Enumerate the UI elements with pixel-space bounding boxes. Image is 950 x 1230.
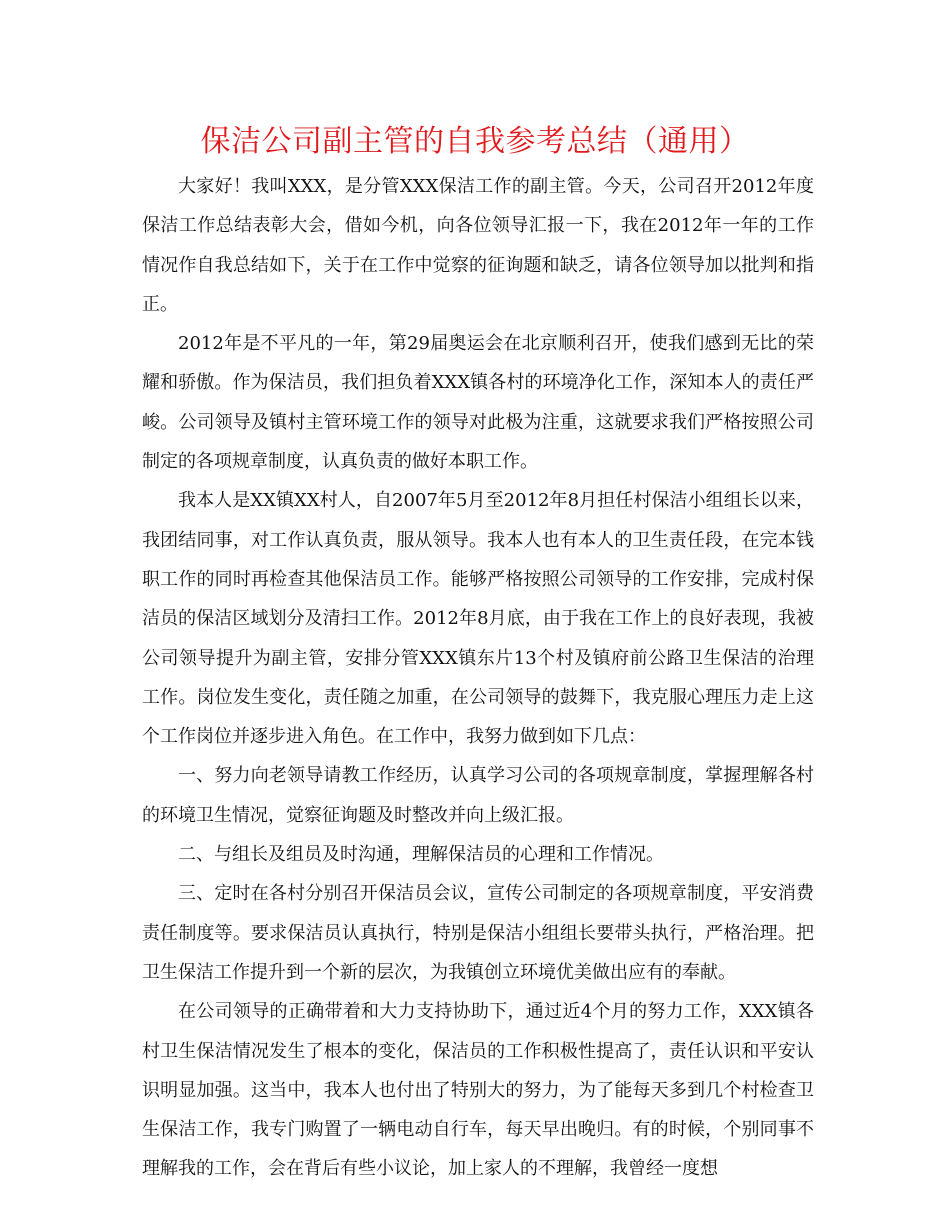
paragraph-personal-history: 我本人是XX镇XX村人，自2007年5月至2012年8月担任村保洁小组组长以来，我团结同事，对工作认真负责，服从领导。我本人也有本人的卫生责任段，在完本钱职工作的同时再检查其他保洁员工作。能够严格按照公司领导的工作安排，完成村保洁员的保洁区域划分及清扫工作。2012年8月底，由于我在工作上的良好表现，我被公司领导提升为副主管，安排分管XXX镇东片13个村及镇府前公路卫生保洁的治理工作。岗位发生变化，责任随之加重，在公司领导的鼓舞下，我克服心理压力走上这个工作岗位并逐步进入角色。在工作中，我努力做到如下几点： (142, 490, 814, 748)
paragraph-2012-background: 2012年是不平凡的一年，第29届奥运会在北京顺利召开，使我们感到无比的荣耀和骄傲。作为保洁员，我们担负着XXX镇各村的环境净化工作，深知本人的责任严峻。公司领导及镇村主管环境工作的领导对此极为注重，这就要求我们严格按照公司制定的各项规章制度，认真负责的做好本职工作。 (142, 333, 814, 473)
paragraph-point-one: 一、努力向老领导请教工作经历，认真学习公司的各项规章制度，掌握理解各村的环境卫生情况，觉察征询题及时整改并向上级汇报。 (142, 765, 814, 826)
paragraph-point-three: 三、定时在各村分别召开保洁员会议，宣传公司制定的各项规章制度，平安消费责任制度等。要求保洁员认真执行，特别是保洁小组组长要带头执行，严格治理。把卫生保洁工作提升到一个新的层次，为我镇创立环境优美做出应有的奉献。 (142, 883, 814, 983)
paragraph-point-two: 二、与组长及组员及时沟通，理解保洁员的心理和工作情况。 (178, 844, 664, 866)
document-title: 保洁公司副主管的自我参考总结（通用） (200, 124, 750, 159)
paragraph-results: 在公司领导的正确带着和大力支持协助下，通过近4个月的努力工作，XXX镇各村卫生保洁情况发生了根本的变化，保洁员的工作积极性提高了，责任认识和平安认识明显加强。这当中，我本人也付出了特别大的努力，为了能每天多到几个村检查卫生保洁工作，我专门购置了一辆电动自行车，每天早出晚归。有的时候，个别同事不理解我的工作，会在背后有些小议论，加上家人的不理解，我曾经一度想 (142, 1001, 814, 1180)
paragraph-greeting: 大家好！我叫XXX，是分管XXX保洁工作的副主管。今天，公司召开2012年度保洁工作总结表彰大会，借如今机，向各位领导汇报一下，我在2012年一年的工作情况作自我总结如下，关于在工作中觉察的征询题和缺乏，请各位领导加以批判和指正。 (142, 176, 814, 315)
document-body (142, 167, 814, 1189)
